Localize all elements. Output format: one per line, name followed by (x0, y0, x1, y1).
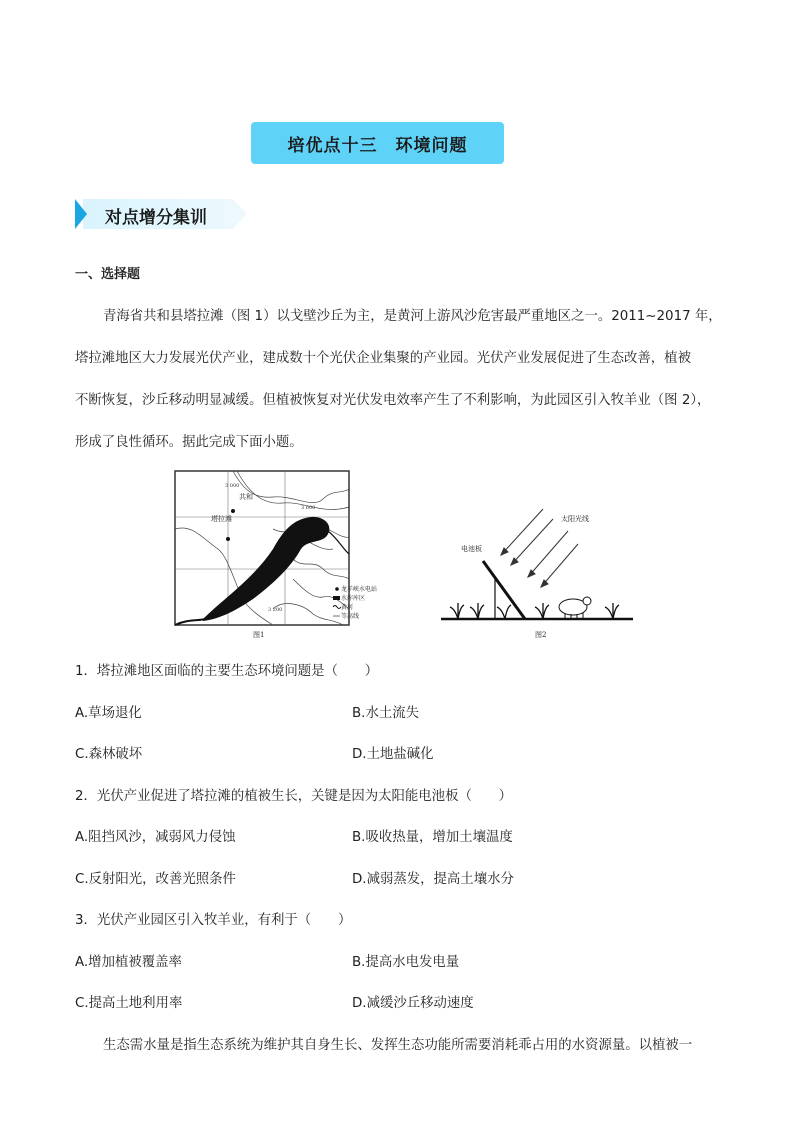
option-b[interactable]: B.提高水电发电量 (352, 955, 460, 970)
passage-line: 塔拉滩地区大力发展光伏产业，建成数十个光伏企业集聚的产业园。光伏产业发展促进了生态改善，植被 (75, 351, 691, 366)
figure2-caption: 图2 (535, 631, 547, 639)
passage-line: 生态需水量是指生态系统为维护其自身生长、发挥生态功能所需要消耗乖占用的水资源量。以植被一 (103, 1038, 693, 1053)
option-a[interactable]: A.草场退化 (75, 706, 142, 721)
contour-label: 3 600 (301, 505, 316, 511)
page-title-box (251, 122, 504, 164)
legend-item: 黄河 (341, 604, 354, 611)
figure-area (173, 469, 636, 641)
passage (75, 1034, 735, 1054)
option-a[interactable]: A.增加植被覆盖率 (75, 955, 182, 970)
page-title: 培优点十三 环境问题 (287, 135, 468, 156)
figure1-map (175, 471, 377, 639)
option-d[interactable]: D.土地盐碱化 (352, 747, 434, 762)
question-stem: 1．塔拉滩地区面临的主要生态环境问题是（ ） (75, 664, 379, 679)
option-a[interactable]: A.阻挡风沙，减弱风力侵蚀 (75, 830, 236, 845)
figure1-caption: 图1 (253, 631, 265, 639)
contour-label: 3 200 (268, 607, 283, 613)
figure-svg (173, 469, 636, 641)
passage-line: 形成了良性循环。据此完成下面小题。 (75, 435, 303, 450)
passage-line: 青海省共和县塔拉滩（图 1）以戈壁沙丘为主，是黄河上游风沙危害最严重地区之一。2011~2017 年， (103, 309, 722, 324)
talatan-label: 塔拉滩 (211, 515, 232, 523)
part-heading: 一、选择题 (75, 267, 141, 282)
passage (75, 305, 735, 450)
legend-item: 龙羊峡水电站 (341, 586, 378, 593)
option-b[interactable]: B.吸收热量，增加土壤温度 (352, 830, 513, 845)
section-title: 对点增分集训 (105, 208, 207, 228)
section-banner (75, 199, 247, 229)
option-b[interactable]: B.水土流失 (352, 706, 420, 721)
question-stem: 3．光伏产业园区引入牧羊业，有利于（ ） (75, 913, 352, 928)
legend-item: 等高线 (341, 613, 360, 620)
passage-line: 不断恢复，沙丘移动明显减缓。但植被恢复对光伏发电效率产生了不利影响，为此园区引入牧羊业（图 2）， (75, 393, 711, 408)
sunlight-label: 太阳光线 (561, 515, 589, 523)
contour-label: 3 000 (225, 483, 240, 489)
town-gonghe-label: 共和 (239, 493, 253, 501)
option-d[interactable]: D.减缓沙丘移动速度 (352, 996, 474, 1011)
option-c[interactable]: C.反射阳光，改善光照条件 (75, 872, 236, 887)
panel-label: 电池板 (461, 545, 482, 553)
option-c[interactable]: C.森林破坏 (75, 747, 143, 762)
figure2-diagram (441, 509, 633, 639)
legend-item: 水库库区 (341, 595, 366, 602)
sheep-icon (559, 597, 591, 619)
question-stem: 2．光伏产业促进了塔拉滩的植被生长，关键是因为太阳能电池板（ ） (75, 789, 513, 804)
option-d[interactable]: D.减弱蒸发，提高土壤水分 (352, 872, 514, 887)
option-c[interactable]: C.提高土地利用率 (75, 996, 183, 1011)
